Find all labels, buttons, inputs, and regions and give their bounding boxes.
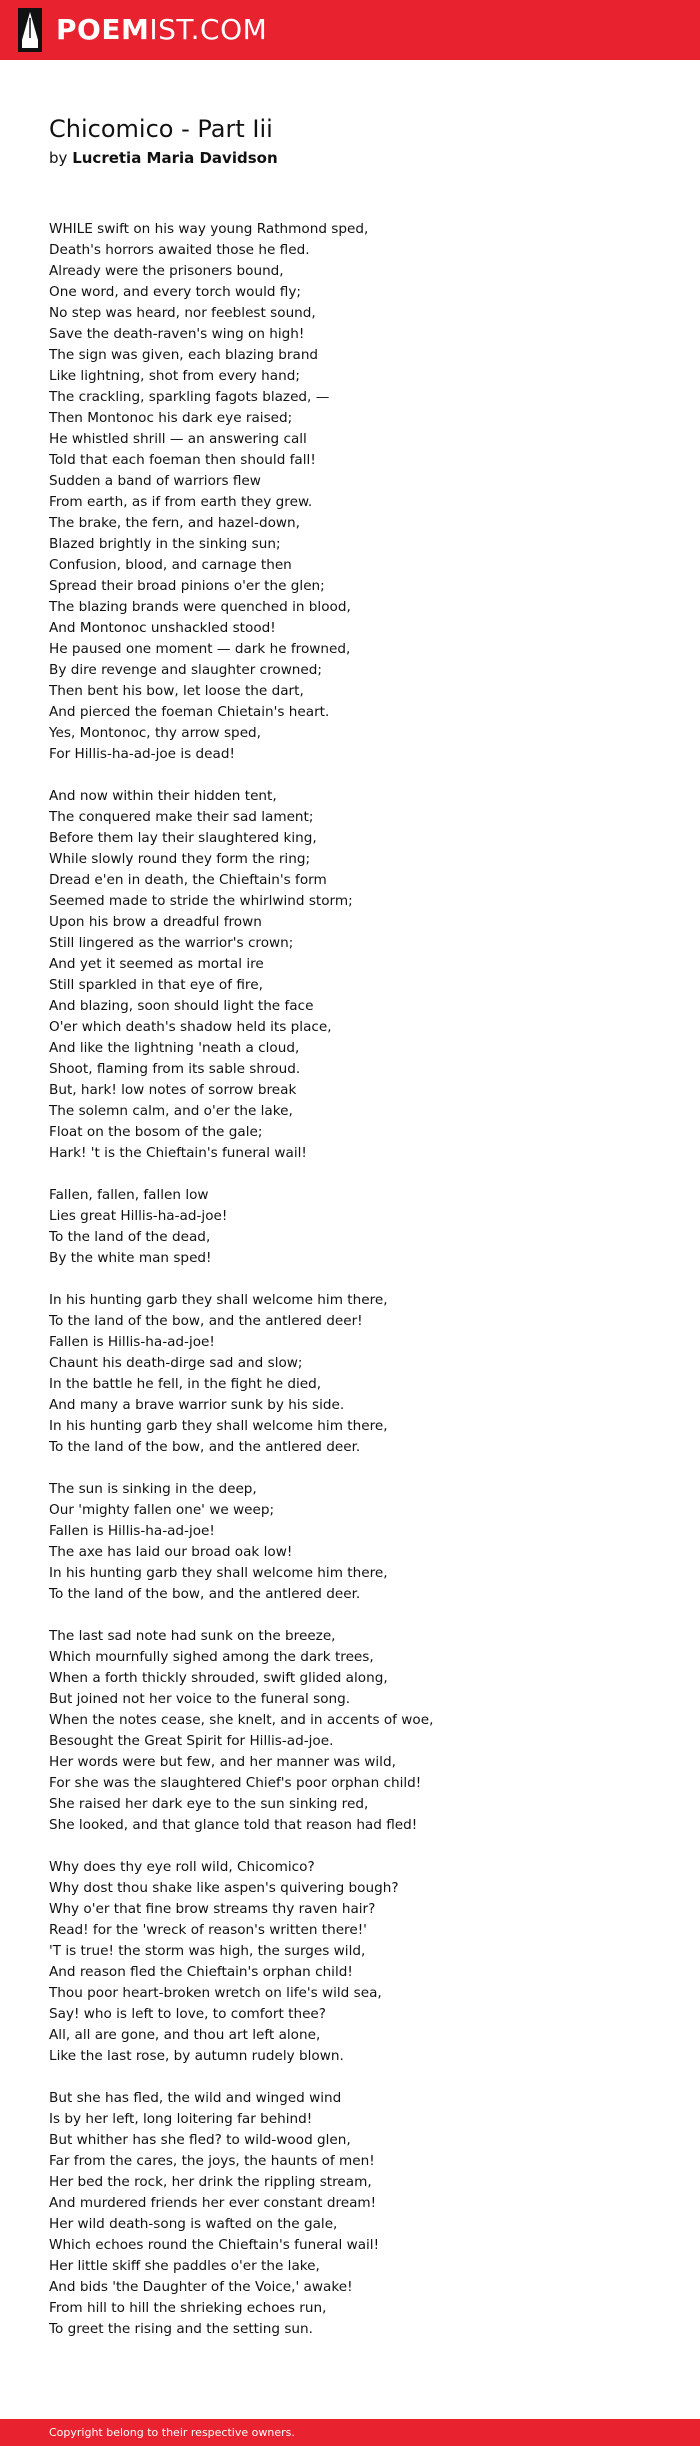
poem-line: Still sparkled in that eye of fire, bbox=[49, 977, 263, 993]
poem-line: By the white man sped! bbox=[49, 1250, 212, 1266]
poem-line: Why o'er that fine brow streams thy raven hair? bbox=[49, 1901, 376, 1917]
poem-line: Her bed the rock, her drink the rippling stream, bbox=[49, 2174, 372, 2190]
copyright-notice: Copyright belong to their respective owners. bbox=[49, 2426, 295, 2439]
poem-line: Seemed made to stride the whirlwind storm; bbox=[49, 893, 353, 909]
poem-body bbox=[49, 219, 669, 2361]
poem-line: Which mournfully sighed among the dark trees, bbox=[49, 1649, 374, 1665]
site-logo[interactable] bbox=[18, 8, 267, 52]
poem-line: Still lingered as the warrior's crown; bbox=[49, 935, 294, 951]
poem-line: O'er which death's shadow held its place, bbox=[49, 1019, 332, 1035]
by-label: by bbox=[49, 149, 68, 167]
poem-line: The axe has laid our broad oak low! bbox=[49, 1544, 293, 1560]
poem-line: Far from the cares, the joys, the haunts of men! bbox=[49, 2153, 375, 2169]
poem-line: Like the last rose, by autumn rudely blown. bbox=[49, 2048, 344, 2064]
poem-line: And Montonoc unshackled stood! bbox=[49, 620, 276, 636]
poem-line: In the battle he fell, in the fight he died, bbox=[49, 1376, 322, 1392]
poem-line: And bids 'the Daughter of the Voice,' awake! bbox=[49, 2279, 353, 2295]
poem-line: She raised her dark eye to the sun sinking red, bbox=[49, 1796, 369, 1812]
poem-line: The solemn calm, and o'er the lake, bbox=[49, 1103, 293, 1119]
poem-line: He whistled shrill — an answering call bbox=[49, 431, 307, 447]
stanza bbox=[49, 1857, 669, 2067]
poem-line: The last sad note had sunk on the breeze, bbox=[49, 1628, 336, 1644]
poem-line: The brake, the fern, and hazel-down, bbox=[49, 515, 300, 531]
poem-line: Confusion, blood, and carnage then bbox=[49, 557, 292, 573]
poem-line: By dire revenge and slaughter crowned; bbox=[49, 662, 322, 678]
poem-line: Her wild death-song is wafted on the gale, bbox=[49, 2216, 338, 2232]
poem-line: And pierced the foeman Chietain's heart. bbox=[49, 704, 330, 720]
poem-line: Fallen is Hillis-ha-ad-joe! bbox=[49, 1334, 215, 1350]
poem-line: And murdered friends her ever constant dream! bbox=[49, 2195, 377, 2211]
site-footer bbox=[0, 2419, 700, 2446]
poem-line: The sun is sinking in the deep, bbox=[49, 1481, 257, 1497]
stanza bbox=[49, 219, 669, 765]
poem-title: Chicomico - Part Iii bbox=[49, 115, 273, 143]
poem-line: From hill to hill the shrieking echoes run, bbox=[49, 2300, 327, 2316]
poem-line: Fallen is Hillis-ha-ad-joe! bbox=[49, 1523, 215, 1539]
poem-line: Yes, Montonoc, thy arrow sped, bbox=[49, 725, 262, 741]
poem-line: In his hunting garb they shall welcome him there, bbox=[49, 1292, 388, 1308]
poem-line: To the land of the bow, and the antlered deer. bbox=[49, 1439, 361, 1455]
poem-line: Then bent his bow, let loose the dart, bbox=[49, 683, 304, 699]
poem-line: Spread their broad pinions o'er the glen; bbox=[49, 578, 325, 594]
poem-line: Lies great Hillis-ha-ad-joe! bbox=[49, 1208, 228, 1224]
poem-line: Before them lay their slaughtered king, bbox=[49, 830, 317, 846]
stanza bbox=[49, 1626, 669, 1836]
poem-line: Float on the bosom of the gale; bbox=[49, 1124, 263, 1140]
byline bbox=[49, 148, 278, 168]
poem-line: And like the lightning 'neath a cloud, bbox=[49, 1040, 300, 1056]
poem-line: Then Montonoc his dark eye raised; bbox=[49, 410, 293, 426]
poem-line: Dread e'en in death, the Chieftain's form bbox=[49, 872, 327, 888]
poem-line: To the land of the bow, and the antlered deer. bbox=[49, 1586, 361, 1602]
poem-line: To the land of the dead, bbox=[49, 1229, 211, 1245]
poem-line: Thou poor heart-broken wretch on life's wild sea, bbox=[49, 1985, 382, 2001]
poem-line: Shoot, flaming from its sable shroud. bbox=[49, 1061, 301, 1077]
poem-line: And yet it seemed as mortal ire bbox=[49, 956, 264, 972]
author-link[interactable]: Lucretia Maria Davidson bbox=[72, 149, 278, 167]
poem-line: Upon his brow a dreadful frown bbox=[49, 914, 262, 930]
poem-line: And many a brave warrior sunk by his side. bbox=[49, 1397, 345, 1413]
poem-line: Her words were but few, and her manner was wild, bbox=[49, 1754, 396, 1770]
poem-line: She looked, and that glance told that reason had fled! bbox=[49, 1817, 418, 1833]
poem-line: The conquered make their sad lament; bbox=[49, 809, 314, 825]
poem-line: Like lightning, shot from every hand; bbox=[49, 368, 300, 384]
poem-line: Say! who is left to love, to comfort thee? bbox=[49, 2006, 327, 2022]
poem-line: And blazing, soon should light the face bbox=[49, 998, 314, 1014]
poem-line: For Hillis-ha-ad-joe is dead! bbox=[49, 746, 235, 762]
poem-line: One word, and every torch would fly; bbox=[49, 284, 301, 300]
poem-line: For she was the slaughtered Chief's poor orphan child! bbox=[49, 1775, 422, 1791]
poem-line: But, hark! low notes of sorrow break bbox=[49, 1082, 297, 1098]
poem-line: When the notes cease, she knelt, and in accents of woe, bbox=[49, 1712, 434, 1728]
poem-line: Save the death-raven's wing on high! bbox=[49, 326, 305, 342]
poem-line: The crackling, sparkling fagots blazed, — bbox=[49, 389, 330, 405]
poem-line: Hark! 't is the Chieftain's funeral wail! bbox=[49, 1145, 307, 1161]
poem-line: In his hunting garb they shall welcome him there, bbox=[49, 1418, 388, 1434]
poem-line: To greet the rising and the setting sun. bbox=[49, 2321, 313, 2337]
poem-line: But whither has she fled? to wild-wood glen, bbox=[49, 2132, 351, 2148]
poem-line: He paused one moment — dark he frowned, bbox=[49, 641, 351, 657]
poem-line: The blazing brands were quenched in blood, bbox=[49, 599, 351, 615]
poem-line: In his hunting garb they shall welcome him there, bbox=[49, 1565, 388, 1581]
poem-line: While slowly round they form the ring; bbox=[49, 851, 311, 867]
poem-line: Told that each foeman then should fall! bbox=[49, 452, 316, 468]
poem-line: All, all are gone, and thou art left alone, bbox=[49, 2027, 321, 2043]
site-header bbox=[0, 0, 700, 60]
poem-line: Chaunt his death-dirge sad and slow; bbox=[49, 1355, 303, 1371]
stanza bbox=[49, 2088, 669, 2340]
poem-line: The sign was given, each blazing brand bbox=[49, 347, 319, 363]
poem-line: 'T is true! the storm was high, the surges wild, bbox=[49, 1943, 366, 1959]
poem-line: Sudden a band of warriors flew bbox=[49, 473, 261, 489]
poem-line: And reason fled the Chieftain's orphan child! bbox=[49, 1964, 353, 1980]
stanza bbox=[49, 786, 669, 1164]
poem-line: And now within their hidden tent, bbox=[49, 788, 277, 804]
poem-line: Why does thy eye roll wild, Chicomico? bbox=[49, 1859, 315, 1875]
poem-line: Why dost thou shake like aspen's quivering bough? bbox=[49, 1880, 399, 1896]
poem-line: Besought the Great Spirit for Hillis-ad-joe. bbox=[49, 1733, 334, 1749]
stanza bbox=[49, 1479, 669, 1605]
poem-line: To the land of the bow, and the antlered deer! bbox=[49, 1313, 363, 1329]
poem-line: No step was heard, nor feeblest sound, bbox=[49, 305, 316, 321]
poem-line: Death's horrors awaited those he fled. bbox=[49, 242, 310, 258]
poem-line: From earth, as if from earth they grew. bbox=[49, 494, 313, 510]
poem-line: WHILE swift on his way young Rathmond sped, bbox=[49, 221, 369, 237]
stanza bbox=[49, 1185, 669, 1269]
stanza bbox=[49, 1290, 669, 1458]
poem-line: Her little skiff she paddles o'er the lake, bbox=[49, 2258, 320, 2274]
poem-line: Already were the prisoners bound, bbox=[49, 263, 284, 279]
poem-line: Read! for the 'wreck of reason's written there!' bbox=[49, 1922, 367, 1938]
poem-line: Fallen, fallen, fallen low bbox=[49, 1187, 209, 1203]
logo-wordmark: POEMIST.COM bbox=[56, 13, 268, 46]
title-block bbox=[49, 114, 278, 168]
poem-line: Blazed brightly in the sinking sun; bbox=[49, 536, 281, 552]
poem-line: Which echoes round the Chieftain's funeral wail! bbox=[49, 2237, 380, 2253]
poem-line: But joined not her voice to the funeral song. bbox=[49, 1691, 351, 1707]
poem-line: Our 'mighty fallen one' we weep; bbox=[49, 1502, 275, 1518]
poem-line: When a forth thickly shrouded, swift glided along, bbox=[49, 1670, 388, 1686]
poem-line: Is by her left, long loitering far behind! bbox=[49, 2111, 313, 2127]
pen-nib-icon bbox=[18, 8, 42, 52]
poem-line: But she has fled, the wild and winged wind bbox=[49, 2090, 342, 2106]
